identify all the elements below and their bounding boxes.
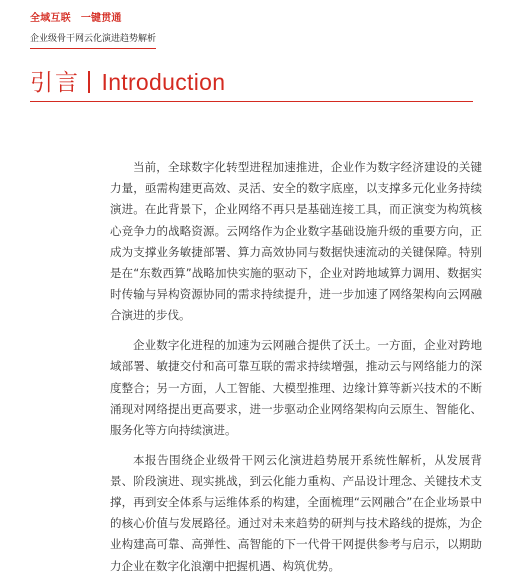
brand-slogan: [30, 12, 156, 26]
brand-slogan-part2: 一键贯通: [80, 13, 122, 24]
section-title-divider: [88, 71, 90, 93]
page-header: [30, 12, 156, 49]
paragraph: 当前，全球数字化转型进程加速推进，企业作为数字经济建设的关键力量，亟需构建更高效、灵活、安全的数字底座，以支撑多元化业务持续演进。在此背景下，企业网络不再只是基础连接工具，而正演变为构筑核心竞争力的战略资源。云网络作为企业数字基础设施升级的重要方向，正成为支撑业务敏捷部署、算力高效协同与数据快速流动的关键保障。特别是在“东数西算”战略加快实施的驱动下，企业对跨地域算力调用、数据实时传输与异构资源协同的需求持续提升，进一步加速了网络架构向云网融合演进的步伐。: [110, 160, 482, 323]
document-title: 企业级骨干网云化演进趋势解析: [30, 33, 156, 49]
introduction-body: [110, 157, 482, 585]
section-title-english: Introduction: [101, 69, 226, 95]
brand-slogan-part1: 全域互联: [30, 13, 71, 24]
paragraph: 企业数字化进程的加速为云网融合提供了沃土。一方面，企业对跨地域部署、敏捷交付和高可靠互联的需求持续增强，推动云与网络能力的深度整合；另一方面，人工智能、大模型推理、边缘计算等新兴技术的不断涌现对网络提出更高要求，进一步驱动企业网络架构向云原生、智能化、服务化等方向持续演进。: [110, 338, 482, 437]
section-heading: [30, 66, 225, 98]
section-title-chinese: 引言: [30, 69, 80, 95]
heading-underline: [30, 101, 473, 102]
paragraph: 本报告围绕企业级骨干网云化演进趋势展开系统性解析，从发展背景、阶段演进、现实挑战，到云化能力重构、产品设计理念、关键技术支撑，再到安全体系与运维体系的构建，全面梳理“云网融合”在企业场景中的核心价值与发展路径。通过对未来趋势的研判与技术路线的提炼，为企业构建高可靠、高弹性、高智能的下一代骨干网提供参考与启示，以期助力企业在数字化浪潮中把握机遇、构筑优势。: [110, 452, 482, 573]
